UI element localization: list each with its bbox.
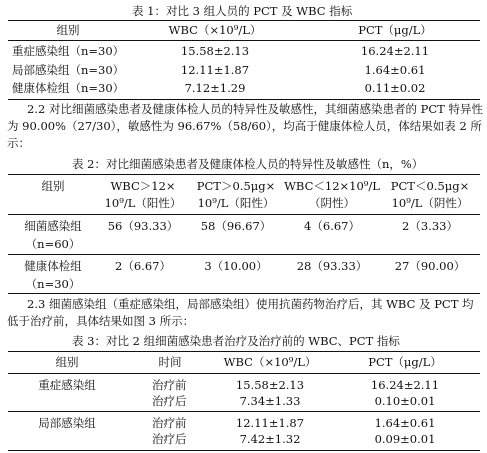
table1-header-pct: PCT（μg/L） bbox=[358, 23, 432, 37]
table2-header-line bbox=[98, 196, 188, 211]
table2-cell: 4（6.67） bbox=[304, 219, 360, 233]
table3-pct: 0.10±0.01 bbox=[374, 394, 436, 408]
table3-header-time: 时间 bbox=[158, 355, 182, 369]
table1-row-pct: 16.24±2.11 bbox=[360, 44, 430, 58]
table3-time: 治疗前 bbox=[152, 416, 187, 430]
table2-bottom-rule bbox=[8, 293, 480, 294]
table3-pct: 1.64±0.61 bbox=[374, 416, 436, 430]
table3-group-name: 重症感染组 bbox=[38, 378, 96, 392]
table2-row-label bbox=[8, 259, 98, 292]
table1-row-wbc: 7.12±1.29 bbox=[184, 81, 246, 95]
table2-row-label-line: （n=30） bbox=[25, 277, 81, 291]
table3-header-group: 组别 bbox=[55, 355, 79, 369]
paragraph-2-2: 2.2 对比细菌感染患者及健康体检人员的特异性及敏感性，其细菌感染患者的 PCT 特异性为 90.00%（27/30），敏感性为 96.67%（58/60），均高于健康体检人员，体结果如表 2 所示： bbox=[7, 102, 483, 150]
table2-header-line: 10⁹/L（阴性） bbox=[391, 196, 469, 210]
table3-wbc: 7.34±1.33 bbox=[239, 394, 301, 408]
table2-header-wbc-neg bbox=[284, 179, 380, 211]
table1-top-rule bbox=[8, 20, 480, 21]
table3-top-rule bbox=[8, 351, 480, 352]
table2-cell: 56（93.33） bbox=[107, 219, 179, 233]
table3-group-rule bbox=[8, 411, 480, 412]
table3-wbc: 12.11±1.87 bbox=[235, 416, 305, 430]
table2-top-rule bbox=[8, 174, 480, 175]
table2-head-rule bbox=[8, 214, 480, 215]
table1-row-wbc: 12.11±1.87 bbox=[180, 63, 250, 77]
table2-cell: 2（3.33） bbox=[402, 219, 458, 233]
table2-header-line: （阴性） bbox=[309, 196, 355, 210]
table1-row-pct: 0.11±0.02 bbox=[364, 81, 426, 95]
table3-pct: 0.09±0.01 bbox=[374, 432, 436, 446]
table2-cell: 2（6.67） bbox=[115, 259, 171, 273]
table3-head-rule bbox=[8, 373, 480, 374]
table2-header-wbc-pos bbox=[98, 179, 188, 211]
table3-time: 治疗后 bbox=[152, 432, 187, 446]
table2-row-label-line: （n=60） bbox=[25, 237, 81, 251]
table2-row-label-line: 细菌感染组 bbox=[24, 219, 82, 233]
table2-row-rule bbox=[8, 254, 480, 255]
table2-header-group: 组别 bbox=[41, 179, 65, 193]
table1-row-label: 重症感染组（n=30） bbox=[12, 44, 125, 58]
table3-header-pct: PCT（μg/L） bbox=[368, 355, 442, 369]
table2-row-label-line: 健康体检组 bbox=[24, 259, 82, 273]
table2-row-label bbox=[8, 219, 98, 252]
table2-caption: 表 2：对比细菌感染患者及健康体检人员的特异性及敏感性（n，%） bbox=[72, 157, 424, 171]
table3-header-wbc: WBC（×10⁹/L） bbox=[223, 355, 317, 369]
table2-header-line: 10⁹/L（阳性） bbox=[197, 196, 275, 210]
table1-header-wbc: WBC（×10⁹/L） bbox=[168, 23, 262, 37]
table1-caption: 表 1：对比 3 组人员的 PCT 及 WBC 指标 bbox=[132, 4, 353, 18]
table3-bottom-rule bbox=[8, 450, 480, 451]
table1-header-group: 组别 bbox=[56, 23, 80, 37]
table2-header-line: WBC＜12×10⁹/L bbox=[284, 179, 380, 193]
table2-cell: 27（90.00） bbox=[394, 259, 466, 273]
table3-time: 治疗后 bbox=[152, 394, 187, 408]
table1-row-pct: 1.64±0.61 bbox=[364, 63, 426, 77]
table2-header-line: PCT＞0.5μg× bbox=[196, 179, 276, 193]
table3-time: 治疗前 bbox=[152, 378, 187, 392]
table1-bottom-rule bbox=[8, 99, 480, 100]
table2-header-line: PCT＜0.5μg× bbox=[390, 179, 470, 193]
table2-cell: 28（93.33） bbox=[296, 259, 368, 273]
table3-pct: 16.24±2.11 bbox=[370, 378, 440, 392]
table1-row-label: 局部感染组（n=30） bbox=[12, 63, 125, 77]
paragraph-2-3: 2.3 细菌感染组（重症感染组，局部感染组）使用抗菌药物治疗后，其 WBC 及 PCT 均低于治疗前，具体结果如图 3 所示： bbox=[7, 297, 474, 328]
table1-row-label: 健康体检组（n=30） bbox=[12, 81, 125, 95]
table1-head-rule bbox=[8, 40, 480, 41]
table2-header-pct-neg bbox=[380, 179, 480, 211]
table2-header-line: WBC＞12× bbox=[110, 179, 176, 193]
table2-header-pct-pos bbox=[188, 179, 284, 211]
table2-cell: 58（96.67） bbox=[200, 219, 272, 233]
table3-caption: 表 3：对比 2 组细菌感染患者治疗及治疗前的 WBC、PCT 指标 bbox=[72, 334, 400, 348]
table3-group-name: 局部感染组 bbox=[38, 416, 96, 430]
table2-cell: 3（10.00） bbox=[204, 259, 268, 273]
table3-wbc: 15.58±2.13 bbox=[235, 378, 305, 392]
table3-wbc: 7.42±1.32 bbox=[239, 432, 301, 446]
table2-header-text: 10⁹/L（阳性） bbox=[104, 196, 182, 210]
table1-row-wbc: 15.58±2.13 bbox=[180, 44, 250, 58]
